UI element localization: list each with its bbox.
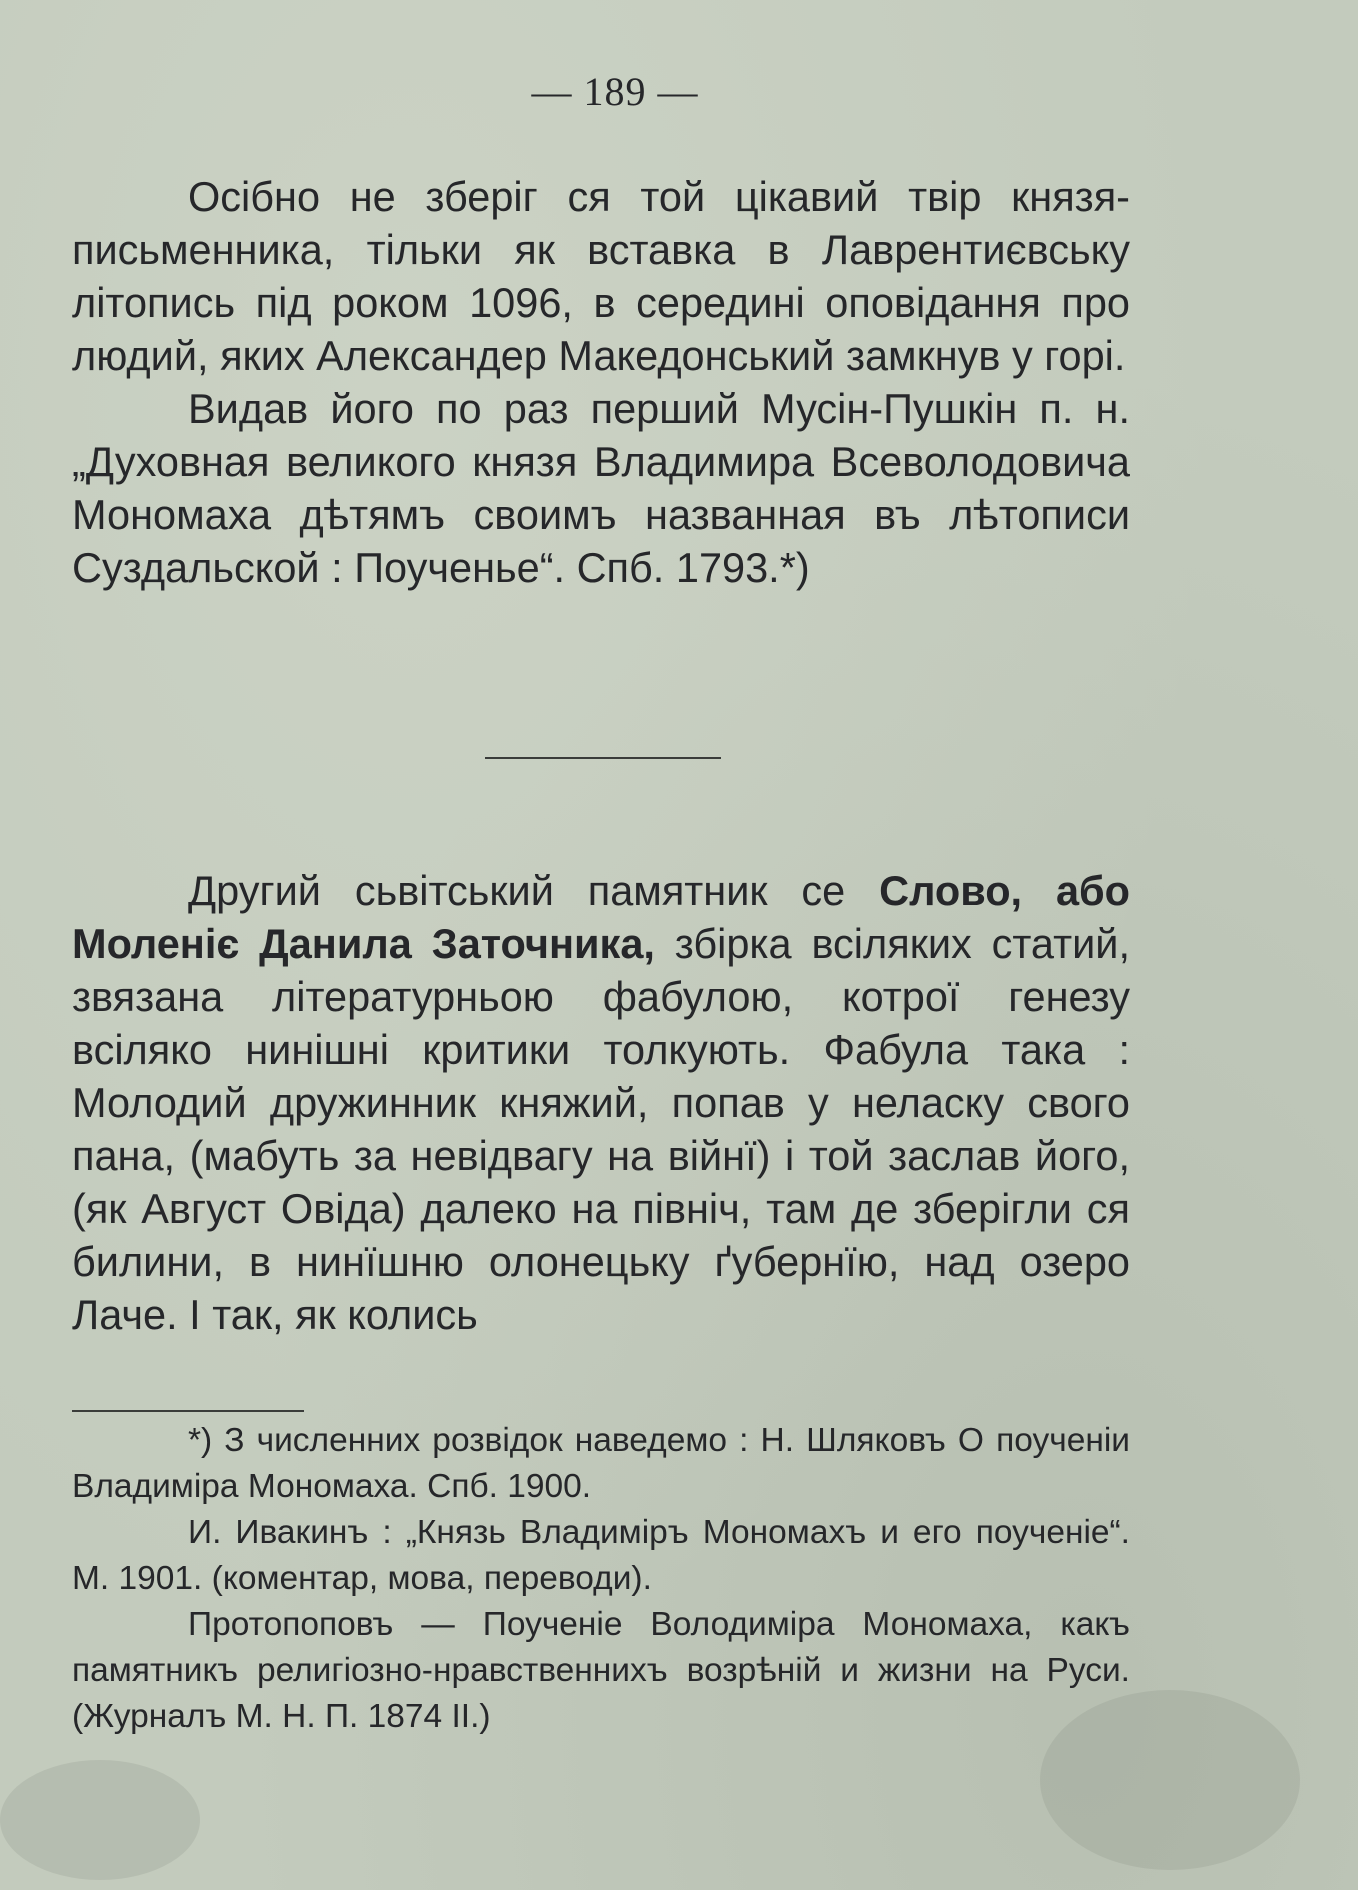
footnote: *) З численних розвідок наведемо : Н. Шляковъ О поученіи Владиміра Мономаха. Спб. 1900. [72,1422,1130,1505]
footnote: Протопоповъ — Поученіе Володиміра Мономаха, какъ памятникъ религіозно-нравственнихъ возрѣній и жизни на Руси. (Журналъ М. Н. П. 1874 II.) [72,1606,1130,1735]
paragraph: Видав його по раз перший Мусін-Пушкін п. н. „Духовная великого князя Владимира Всеволодовича Мономаха дѣтямъ своимъ названная въ лѣтописи Суздальской : Поученье“. Спб. 1793.*) [72,385,1130,591]
paper-stain [0,1760,200,1880]
section-divider [485,757,721,759]
footnotes [72,1418,1130,1740]
text-block-top [72,170,1130,594]
paragraph: Осібно не зберіг ся той цікавий твір князя-письменника, тільки як вставка в Лаврентиєвську літопись під роком 1096, в середині оповідання про людий, яких Александер Македонський замкнув у горі. [72,173,1130,379]
paragraph-text: Другий сьвітський памятник се [188,867,880,914]
footnote: И. Ивакинъ : „Князь Владиміръ Мономахъ и его поученіе“. М. 1901. (коментар, мова, переводи). [72,1514,1130,1597]
paragraph [72,864,1130,1341]
footnote-divider [72,1410,304,1412]
text-block-bottom [72,864,1130,1341]
work-title: Слово, або Моленіє Данила Заточника, [72,867,1131,967]
paragraph-text: збірка всіляких статий, звязана літературньою фабулою, котрої генезу всіляко нинішні критики толкують. Фабула така : Молодий дружинник княжий, попав у неласку свого пана, (мабуть за невідвагу на війнї) і той заслав його, (як Август Овіда) далеко на північ, там де зберігли ся билини, в нинїшню олонецьку ґубернїю, над озеро Лаче. І так, як колись [72,920,1131,1338]
page-number: — 189 — [531,69,699,114]
